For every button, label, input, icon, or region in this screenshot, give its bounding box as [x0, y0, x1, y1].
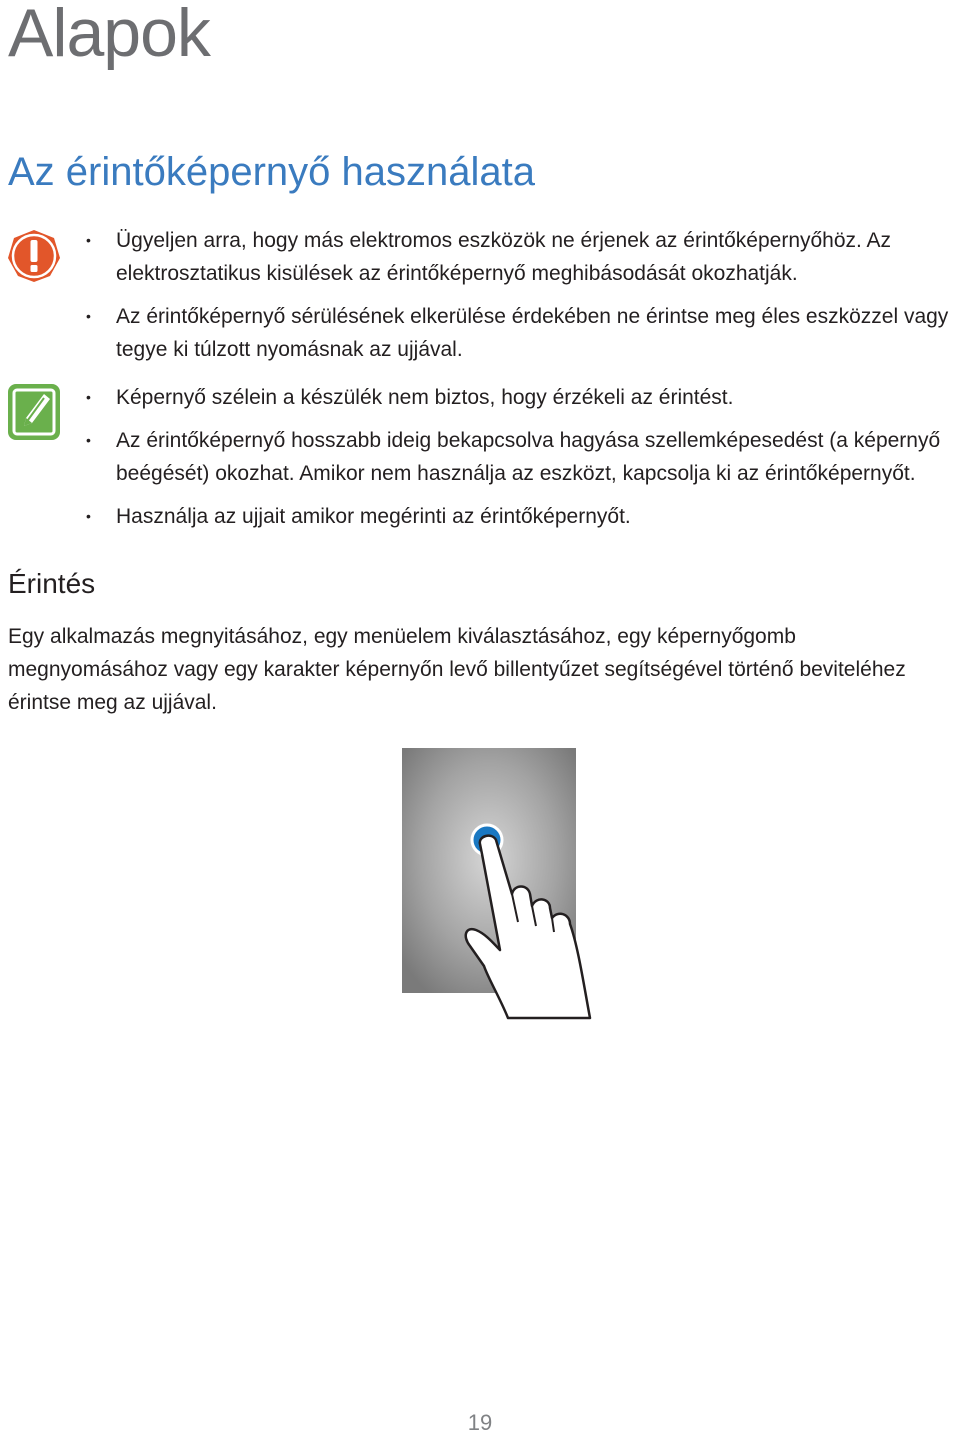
chapter-title: Alapok — [8, 0, 210, 71]
note-item: • Használja az ujjait amikor megérinti az érintőképernyőt. — [86, 500, 960, 533]
page-number: 19 — [467, 1410, 493, 1435]
note-pencil-icon — [6, 382, 62, 442]
finger-tap-illustration — [400, 746, 595, 1021]
section-title: Az érintőképernyő használata — [8, 150, 535, 194]
caution-icon — [6, 228, 62, 284]
note-item: • Az érintőképernyő hosszabb ideig bekapcsolva hagyása szellemképesedést (a képernyő beégését) okozhat. Amikor nem használja az eszközt, kapcsolja ki az érintőképernyőt. — [86, 424, 960, 490]
caution-item: • Ügyeljen arra, hogy más elektromos eszközök ne érjenek az érintőképernyőhöz. Az elektrosztatikus kisülések az érintőképernyő meghibásodását okozhatják. — [86, 224, 960, 290]
note-list — [86, 381, 960, 543]
caution-item: • Az érintőképernyő sérülésének elkerülése érdekében ne érintse meg éles eszközzel vagy tegye ki túlzott nyomásnak az ujjával. — [86, 300, 960, 366]
body-paragraph: Egy alkalmazás megnyitásához, egy menüelem kiválasztásához, egy képernyőgomb megnyomásához vagy egy karakter képernyőn levő billentyűzet segítségével történő beviteléhez érintse meg az ujjával. — [8, 625, 906, 714]
note-item: • Képernyő szélein a készülék nem biztos, hogy érzékeli az érintést. — [86, 381, 960, 414]
subsection-title: Érintés — [8, 568, 96, 599]
caution-list — [86, 224, 960, 376]
